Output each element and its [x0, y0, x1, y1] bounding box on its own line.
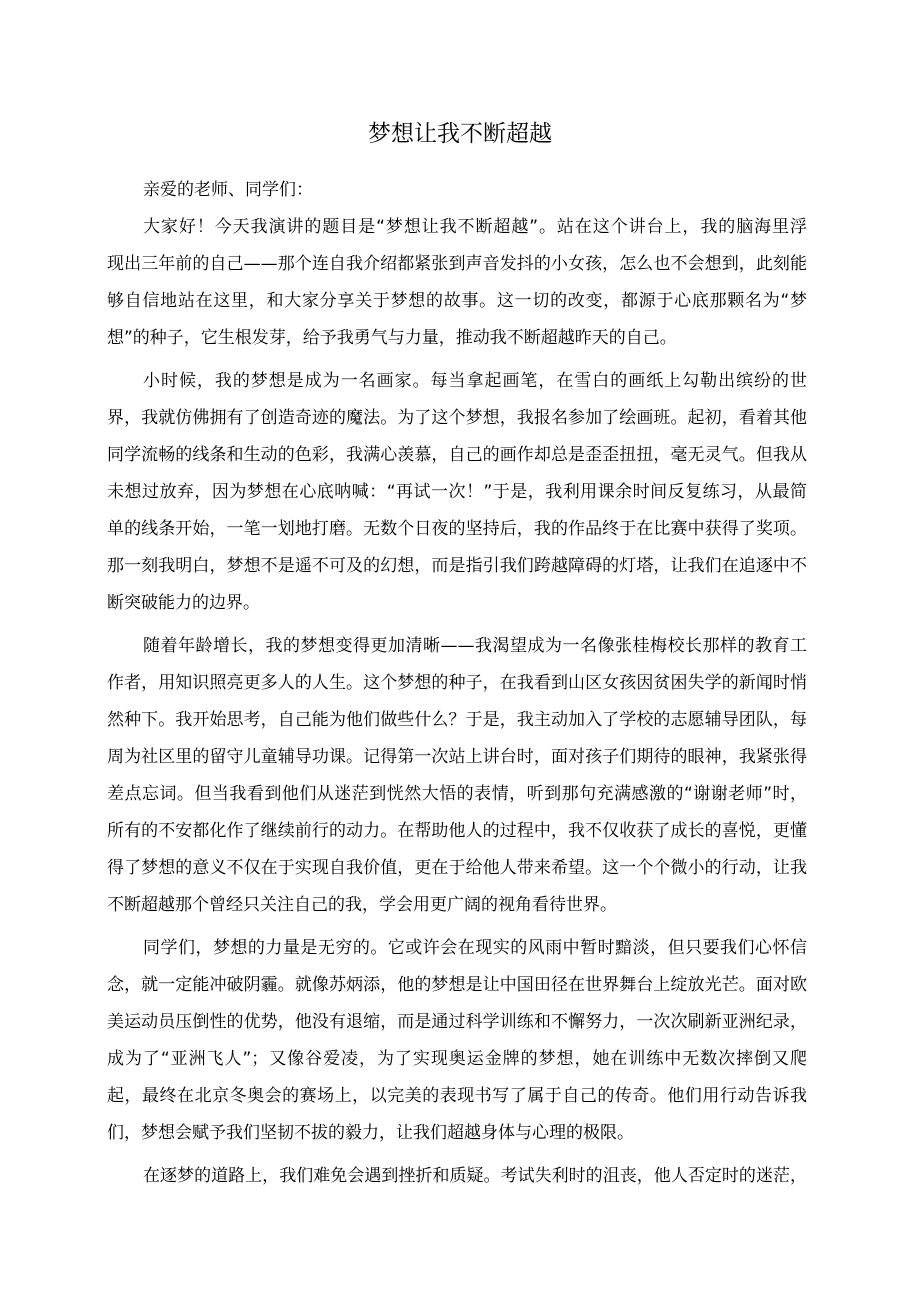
paragraph-line: 在逐梦的道路上，我们难免会遇到挫折和质疑。考试失利时的沮丧，他人否定时的迷茫， — [143, 1166, 807, 1186]
paragraph-line: 同学们，梦想的力量是无穷的。它或许会在现实的风雨中暂时黯淡，但只要我们心怀信 — [143, 938, 807, 958]
paragraph-line: 小时候，我的梦想是成为一名画家。每当拿起画笔，在雪白的画纸上勾勒出缤纷的世 — [143, 371, 807, 391]
paragraph-line: 起，最终在北京冬奥会的赛场上，以完美的表现书写了属于自己的传奇。他们用行动告诉我 — [107, 1086, 807, 1106]
paragraph-line: 界，我就仿佛拥有了创造奇迹的魔法。为了这个梦想，我报名参加了绘画班。起初，看着其他 — [107, 408, 807, 428]
paragraph-line: 未想过放弃，因为梦想在心底呐喊：“再试一次！”于是，我利用课余时间反复练习，从最简 — [107, 482, 807, 502]
paragraph-line: 断突破能力的边界。 — [107, 593, 260, 613]
paragraph-line: 不断超越那个曾经只关注自己的我，学会用更广阔的视角看待世界。 — [107, 895, 617, 915]
paragraph-line: 然种下。我开始思考，自己能为他们做些什么？于是，我主动加入了学校的志愿辅导团队，每 — [107, 710, 807, 730]
paragraph-line: 差点忘词。但当我看到他们从迷茫到恍然大悟的表情，听到那句充满感激的“谢谢老师”时， — [107, 784, 807, 804]
paragraph-line: 周为社区里的留守儿童辅导功课。记得第一次站上讲台时，面对孩子们期待的眼神，我紧张得 — [107, 747, 807, 767]
salutation-line: 亲爱的老师、同学们： — [143, 180, 313, 200]
paragraph-line: 现出三年前的自己——那个连自我介绍都紧张到声音发抖的小女孩，怎么也不会想到，此刻能 — [107, 254, 807, 274]
paragraph-line: 那一刻我明白，梦想不是遥不可及的幻想，而是指引我们跨越障碍的灯塔，让我们在追逐中不 — [107, 556, 807, 576]
paragraph-line: 美运动员压倒性的优势，他没有退缩，而是通过科学训练和不懈努力，一次次刷新亚洲纪录， — [107, 1012, 807, 1032]
paragraph-line: 单的线条开始，一笔一划地打磨。无数个日夜的坚持后，我的作品终于在比赛中获得了奖项。 — [107, 519, 807, 539]
paragraph-line: 想”的种子，它生根发芽，给予我勇气与力量，推动我不断超越昨天的自己。 — [107, 328, 677, 348]
paragraph-line: 得了梦想的意义不仅在于实现自我价值，更在于给他人带来希望。这一个个微小的行动，让我 — [107, 858, 807, 878]
paragraph-line: 成为了“亚洲飞人”；又像谷爱凌，为了实现奥运金牌的梦想，她在训练中无数次摔倒又爬 — [107, 1049, 807, 1069]
paragraph-line: 同学流畅的线条和生动的色彩，我满心羡慕，自己的画作却总是歪歪扭扭，毫无灵气。但我从 — [107, 445, 807, 465]
paragraph-line: 念，就一定能冲破阴霾。就像苏炳添，他的梦想是让中国田径在世界舞台上绽放光芒。面对欧 — [107, 975, 807, 995]
paragraph-line: 所有的不安都化作了继续前行的动力。在帮助他人的过程中，我不仅收获了成长的喜悦，更懂 — [107, 821, 807, 841]
document-title: 梦想让我不断超越 — [368, 121, 552, 147]
paragraph-line: 大家好！今天我演讲的题目是“梦想让我不断超越”。站在这个讲台上，我的脑海里浮 — [143, 217, 807, 237]
paragraph-line: 作者，用知识照亮更多人的人生。这个梦想的种子，在我看到山区女孩因贫困失学的新闻时悄 — [107, 673, 807, 693]
paragraph-line: 随着年龄增长，我的梦想变得更加清晰——我渴望成为一名像张桂梅校长那样的教育工 — [143, 636, 807, 656]
paragraph-line: 们，梦想会赋予我们坚韧不拔的毅力，让我们超越身体与心理的极限。 — [107, 1123, 634, 1143]
paragraph-line: 够自信地站在这里，和大家分享关于梦想的故事。这一切的改变，都源于心底那颗名为“梦 — [107, 291, 807, 311]
